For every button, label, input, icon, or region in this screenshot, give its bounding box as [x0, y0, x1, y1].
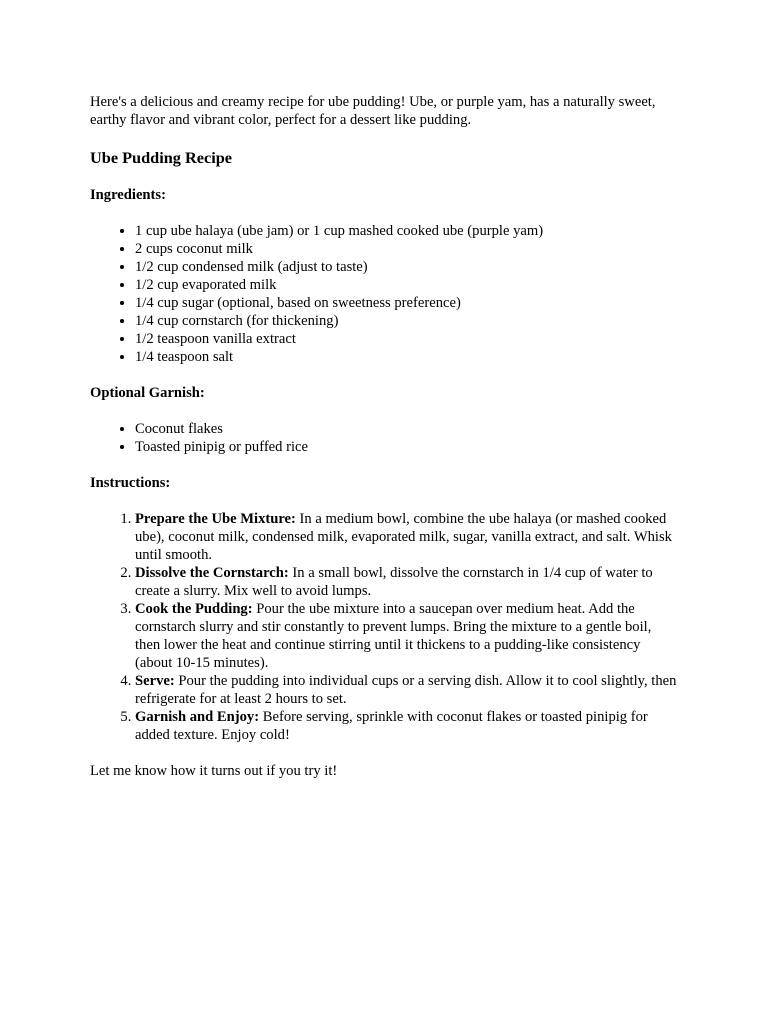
ingredients-list: [90, 222, 678, 366]
step-text: Before serving, sprinkle with coconut flakes or toasted pinipig for added texture. Enjoy cold!: [135, 709, 648, 743]
step-text: In a medium bowl, combine the ube halaya (or mashed cooked ube), coconut milk, condensed milk, evaporated milk, sugar, vanilla extract, and salt. Whisk until smooth.: [135, 511, 672, 563]
document-content: [90, 93, 678, 780]
instructions-list: [90, 510, 678, 744]
ingredient-item: • 1/2 cup evaporated milk: [135, 276, 678, 294]
garnish-item: • Toasted pinipig or puffed rice: [135, 438, 678, 456]
garnish-list: [90, 420, 678, 456]
instruction-step: [135, 708, 678, 744]
step-title: Prepare the Ube Mixture:: [135, 511, 296, 527]
step-title: Serve:: [135, 673, 175, 689]
step-title: Cook the Pudding:: [135, 601, 253, 617]
instruction-step: [135, 510, 678, 564]
ingredient-item: • 1/2 teaspoon vanilla extract: [135, 330, 678, 348]
instruction-step: [135, 672, 678, 708]
ingredient-item: • 1/4 cup cornstarch (for thickening): [135, 312, 678, 330]
instruction-step: [135, 600, 678, 672]
ingredient-item: • 1/4 teaspoon salt: [135, 348, 678, 366]
step-text: Pour the ube mixture into a saucepan over medium heat. Add the cornstarch slurry and stir constantly to prevent lumps. Bring the mixture to a gentle boil, then lower the heat and continue stirring until it thickens to a pudding-like consistency (about 10-15 minutes).: [135, 601, 652, 671]
step-title: Dissolve the Cornstarch:: [135, 565, 289, 581]
step-text: Pour the pudding into individual cups or a serving dish. Allow it to cool slightly, then refrigerate for at least 2 hours to set.: [135, 673, 677, 707]
ingredients-heading: Ingredients:: [90, 187, 166, 203]
garnish-item: • Coconut flakes: [135, 420, 678, 438]
step-title: Garnish and Enjoy:: [135, 709, 260, 725]
instructions-heading: Instructions:: [90, 475, 171, 491]
closing-paragraph: Let me know how it turns out if you try it!: [90, 763, 338, 779]
recipe-title: Ube Pudding Recipe: [90, 148, 233, 167]
ingredient-item: • 2 cups coconut milk: [135, 240, 678, 258]
step-text: In a small bowl, dissolve the cornstarch in 1/4 cup of water to create a slurry. Mix well to avoid lumps.: [135, 565, 653, 599]
ingredient-item: • 1 cup ube halaya (ube jam) or 1 cup mashed cooked ube (purple yam): [135, 222, 678, 240]
instruction-step: [135, 564, 678, 600]
garnish-heading: Optional Garnish:: [90, 385, 205, 401]
ingredient-item: • 1/2 cup condensed milk (adjust to taste): [135, 258, 678, 276]
ingredient-item: • 1/4 cup sugar (optional, based on sweetness preference): [135, 294, 678, 312]
intro-paragraph: Here's a delicious and creamy recipe for ube pudding! Ube, or purple yam, has a naturally sweet, earthy flavor and vibrant color, perfect for a dessert like pudding.: [90, 94, 656, 128]
